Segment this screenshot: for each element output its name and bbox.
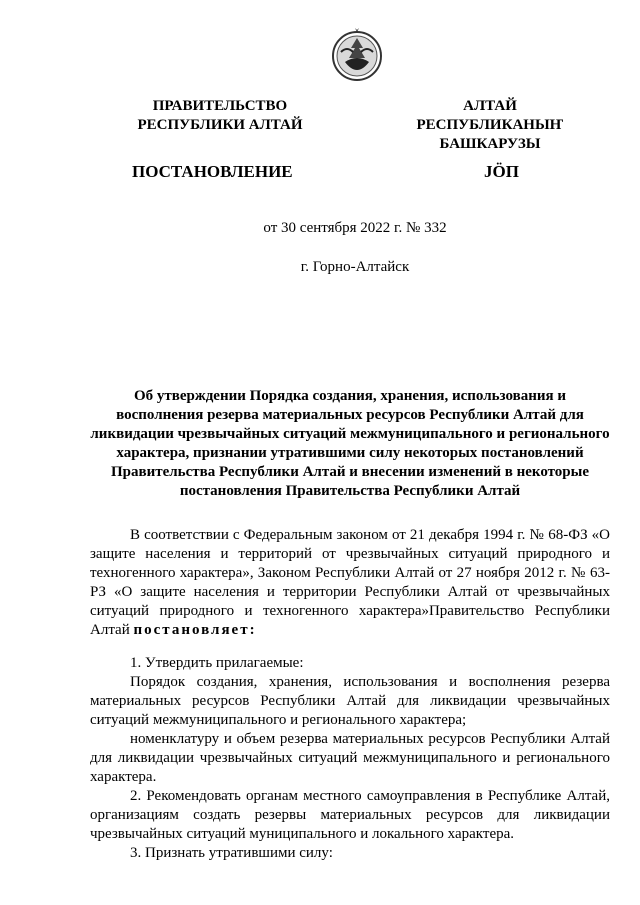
item-1: 1. Утвердить прилагаемые: bbox=[130, 655, 304, 671]
header-left-line1: ПРАВИТЕЛЬСТВО bbox=[152, 98, 288, 114]
republic-altai-emblem-icon bbox=[331, 26, 383, 86]
item-1b: номенклатуру и объем резерва материальных ресурсов Республики Алтай для ликвидации чрезвычайных ситуаций межмуниципального и регионального характера. bbox=[90, 731, 610, 785]
doc-type-altai: JÖП bbox=[484, 162, 519, 181]
preamble-paragraph bbox=[90, 526, 610, 640]
date-number-line: от 30 сентября 2022 г. № 332 bbox=[263, 220, 447, 236]
header-left-line2: РЕСПУБЛИКИ АЛТАЙ bbox=[137, 117, 303, 133]
item-2: 2. Рекомендовать органам местного самоуправления в Республике Алтай, организациям создать резервы материальных ресурсов для ликвидации чрезвычайных ситуаций муниципального и локального характера. bbox=[90, 788, 610, 842]
header-right-line2: БАШКАРУЗЫ bbox=[439, 136, 541, 152]
header-right bbox=[390, 97, 590, 154]
header-right-line1: АЛТАЙ РЕСПУБЛИКАНЫҤ bbox=[416, 98, 564, 133]
header-left bbox=[120, 97, 320, 135]
decree-word: постановляет: bbox=[133, 622, 257, 638]
city-line: г. Горно-Алтайск bbox=[300, 259, 410, 275]
preamble-text: В соответствии с Федеральным законом от 21 декабря 1994 г. № 68-ФЗ «О защите населения и территорий от чрезвычайных ситуаций природного и техногенного характера», Законом Республики Алтай от 27 ноября 2012 г. № 63-РЗ «О защите населения и территории Республики Алтай от чрезвычайных ситуаций природного и техногенного характера»Правительство Республики Алтай bbox=[90, 527, 610, 638]
item-1a: Порядок создания, хранения, использования и восполнения резерва материальных ресурсов Республики Алтай для ликвидации чрезвычайных ситуаций межмуниципального и регионального характера; bbox=[90, 674, 610, 728]
document-subject: Об утверждении Порядка создания, хранения, использования и восполнения резерва материальных ресурсов Республики Алтай для ликвидации чрезвычайных ситуаций межмуниципального и регионального характера, признании утратившими силу некоторых постановлений Правительства Республики Алтай и внесении изменений в некоторые постановления Правительства Республики Алтай bbox=[90, 388, 610, 499]
decree-items bbox=[90, 654, 610, 863]
doc-type-russian: ПОСТАНОВЛЕНИЕ bbox=[132, 162, 293, 181]
item-3: 3. Признать утратившими силу: bbox=[130, 845, 333, 861]
